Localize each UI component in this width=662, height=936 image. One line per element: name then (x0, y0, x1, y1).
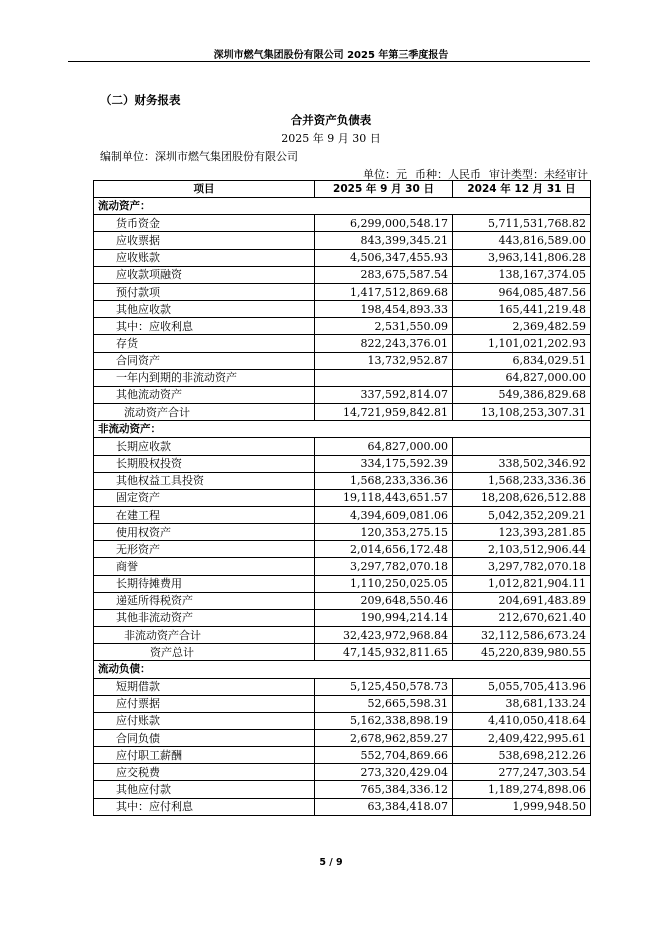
table-row (94, 627, 591, 644)
row-label: 合同资产 (94, 352, 315, 369)
row-label: 存货 (94, 335, 315, 352)
section-row (94, 421, 591, 438)
table-row (94, 438, 591, 455)
section-label: 流动负债： (94, 661, 591, 678)
row-label: 其他流动资产 (94, 386, 315, 403)
prior-period-value: 18,208,626,512.88 (453, 489, 591, 506)
table-row (94, 609, 591, 626)
prior-period-value: 2,103,512,906.44 (453, 541, 591, 558)
prior-period-value: 32,112,586,673.24 (453, 627, 591, 644)
row-label: 应收票据 (94, 232, 315, 249)
section-label: 非流动资产： (94, 421, 591, 438)
table-row (94, 541, 591, 558)
prior-period-value: 2,409,422,995.61 (453, 730, 591, 747)
table-row (94, 489, 591, 506)
table-row (94, 335, 591, 352)
current-period-value: 209,648,550.46 (315, 592, 453, 609)
table-row (94, 644, 591, 661)
prior-period-value: 964,085,487.56 (453, 283, 591, 300)
row-label: 短期借款 (94, 678, 315, 695)
current-period-value: 3,297,782,070.18 (315, 558, 453, 575)
row-label: 其他权益工具投资 (94, 472, 315, 489)
current-period-value: 13,732,952.87 (315, 352, 453, 369)
table-row (94, 575, 591, 592)
prior-period-value: 5,711,531,768.82 (453, 215, 591, 232)
prior-period-value: 6,834,029.51 (453, 352, 591, 369)
row-label: 递延所得税资产 (94, 592, 315, 609)
row-label: 资产总计 (94, 644, 315, 661)
section-title: （二）财务报表 (100, 93, 181, 107)
prior-period-value: 5,042,352,209.21 (453, 506, 591, 523)
prior-period-value: 3,963,141,806.28 (453, 249, 591, 266)
current-period-value (315, 369, 453, 386)
prior-period-value: 1,012,821,904.11 (453, 575, 591, 592)
audit-type-label: 审计类型：未经审计 (489, 168, 588, 181)
table-row (94, 232, 591, 249)
row-label: 流动资产合计 (94, 404, 315, 421)
prior-period-value: 138,167,374.05 (453, 266, 591, 283)
row-label: 应收款项融资 (94, 266, 315, 283)
row-label: 合同负债 (94, 730, 315, 747)
currency-label: 币种：人民币 (415, 168, 481, 181)
table-row (94, 369, 591, 386)
table-row (94, 472, 591, 489)
row-label: 固定资产 (94, 489, 315, 506)
prior-period-value (453, 438, 591, 455)
row-label: 商誉 (94, 558, 315, 575)
table-row (94, 730, 591, 747)
current-period-value: 822,243,376.01 (315, 335, 453, 352)
current-period-value: 2,531,550.09 (315, 318, 453, 335)
current-period-value: 198,454,893.33 (315, 301, 453, 318)
current-period-value: 14,721,959,842.81 (315, 404, 453, 421)
table-row (94, 455, 591, 472)
prior-period-value: 277,247,303.54 (453, 764, 591, 781)
prior-period-value: 204,691,483.89 (453, 592, 591, 609)
prior-period-value: 38,681,133.24 (453, 695, 591, 712)
row-label: 非流动资产合计 (94, 627, 315, 644)
table-row (94, 764, 591, 781)
current-period-value: 5,162,338,898.19 (315, 712, 453, 729)
header-rule (68, 61, 590, 62)
section-row (94, 198, 591, 215)
table-row (94, 678, 591, 695)
table-body (94, 198, 591, 816)
row-label: 预付款项 (94, 283, 315, 300)
table-row (94, 318, 591, 335)
table-row (94, 283, 591, 300)
row-label: 其中：应付利息 (94, 798, 315, 815)
table-row (94, 558, 591, 575)
prior-period-value: 45,220,839,980.55 (453, 644, 591, 661)
prior-period-value: 123,393,281.85 (453, 524, 591, 541)
table-row (94, 747, 591, 764)
row-label: 长期应收款 (94, 438, 315, 455)
current-period-value: 334,175,592.39 (315, 455, 453, 472)
row-label: 应付职工薪酬 (94, 747, 315, 764)
row-label: 应付票据 (94, 695, 315, 712)
table-row (94, 506, 591, 523)
prior-period-value: 538,698,212.26 (453, 747, 591, 764)
prior-period-value: 165,441,219.48 (453, 301, 591, 318)
current-period-value: 6,299,000,548.17 (315, 215, 453, 232)
prior-period-value: 3,297,782,070.18 (453, 558, 591, 575)
row-label: 在建工程 (94, 506, 315, 523)
row-label: 使用权资产 (94, 524, 315, 541)
table-row (94, 215, 591, 232)
table-row (94, 798, 591, 815)
row-label: 一年内到期的非流动资产 (94, 369, 315, 386)
table-row (94, 352, 591, 369)
prior-period-value: 1,101,021,202.93 (453, 335, 591, 352)
prior-period-value: 2,369,482.59 (453, 318, 591, 335)
row-label: 应收账款 (94, 249, 315, 266)
row-label: 长期待摊费用 (94, 575, 315, 592)
current-period-value: 843,399,345.21 (315, 232, 453, 249)
prior-period-value: 13,108,253,307.31 (453, 404, 591, 421)
table-row (94, 404, 591, 421)
header-prior-period: 2024 年 12 月 31 日 (453, 181, 591, 198)
current-period-value: 47,145,932,811.65 (315, 644, 453, 661)
current-period-value: 1,568,233,336.36 (315, 472, 453, 489)
row-label: 应交税费 (94, 764, 315, 781)
row-label: 其他非流动资产 (94, 609, 315, 626)
table-row (94, 301, 591, 318)
prior-period-value: 212,670,621.40 (453, 609, 591, 626)
table-row (94, 266, 591, 283)
row-label: 其他应付款 (94, 781, 315, 798)
compiling-unit: 编制单位：深圳市燃气集团股份有限公司 (100, 150, 298, 163)
prior-period-value: 1,189,274,898.06 (453, 781, 591, 798)
header-current-period: 2025 年 9 月 30 日 (315, 181, 453, 198)
row-label: 应付账款 (94, 712, 315, 729)
current-period-value: 63,384,418.07 (315, 798, 453, 815)
current-period-value: 4,506,347,455.93 (315, 249, 453, 266)
row-label: 其中：应收利息 (94, 318, 315, 335)
prior-period-value: 64,827,000.00 (453, 369, 591, 386)
current-period-value: 337,592,814.07 (315, 386, 453, 403)
current-period-value: 32,423,972,968.84 (315, 627, 453, 644)
row-label: 其他应收款 (94, 301, 315, 318)
row-label: 长期股权投资 (94, 455, 315, 472)
table-row (94, 524, 591, 541)
current-period-value: 2,678,962,859.27 (315, 730, 453, 747)
current-period-value: 1,110,250,025.05 (315, 575, 453, 592)
prior-period-value: 443,816,589.00 (453, 232, 591, 249)
current-period-value: 552,704,869.66 (315, 747, 453, 764)
report-header: 深圳市燃气集团股份有限公司 2025 年第三季度报告 (213, 50, 449, 61)
current-period-value: 1,417,512,869.68 (315, 283, 453, 300)
table-row (94, 781, 591, 798)
table-header-row (94, 181, 591, 198)
table-row (94, 695, 591, 712)
row-label: 货币资金 (94, 215, 315, 232)
report-title: 合并资产负债表 (290, 113, 372, 127)
current-period-value: 19,118,443,651.57 (315, 489, 453, 506)
section-label: 流动资产： (94, 198, 591, 215)
balance-sheet-table (93, 180, 591, 816)
page-number: 5 / 9 (319, 857, 343, 868)
current-period-value: 273,320,429.04 (315, 764, 453, 781)
unit-label: 单位：元 (363, 168, 407, 181)
current-period-value: 52,665,598.31 (315, 695, 453, 712)
section-row (94, 661, 591, 678)
table-row (94, 249, 591, 266)
current-period-value: 2,014,656,172.48 (315, 541, 453, 558)
current-period-value: 190,994,214.14 (315, 609, 453, 626)
prior-period-value: 1,999,948.50 (453, 798, 591, 815)
current-period-value: 4,394,609,081.06 (315, 506, 453, 523)
report-date: 2025 年 9 月 30 日 (281, 132, 381, 145)
current-period-value: 120,353,275.15 (315, 524, 453, 541)
current-period-value: 283,675,587.54 (315, 266, 453, 283)
prior-period-value: 1,568,233,336.36 (453, 472, 591, 489)
prior-period-value: 338,502,346.92 (453, 455, 591, 472)
header-item: 项目 (94, 181, 315, 198)
prior-period-value: 4,410,050,418.64 (453, 712, 591, 729)
current-period-value: 5,125,450,578.73 (315, 678, 453, 695)
table-row (94, 712, 591, 729)
table-row (94, 592, 591, 609)
prior-period-value: 5,055,705,413.96 (453, 678, 591, 695)
prior-period-value: 549,386,829.68 (453, 386, 591, 403)
row-label: 无形资产 (94, 541, 315, 558)
current-period-value: 765,384,336.12 (315, 781, 453, 798)
current-period-value: 64,827,000.00 (315, 438, 453, 455)
table-row (94, 386, 591, 403)
